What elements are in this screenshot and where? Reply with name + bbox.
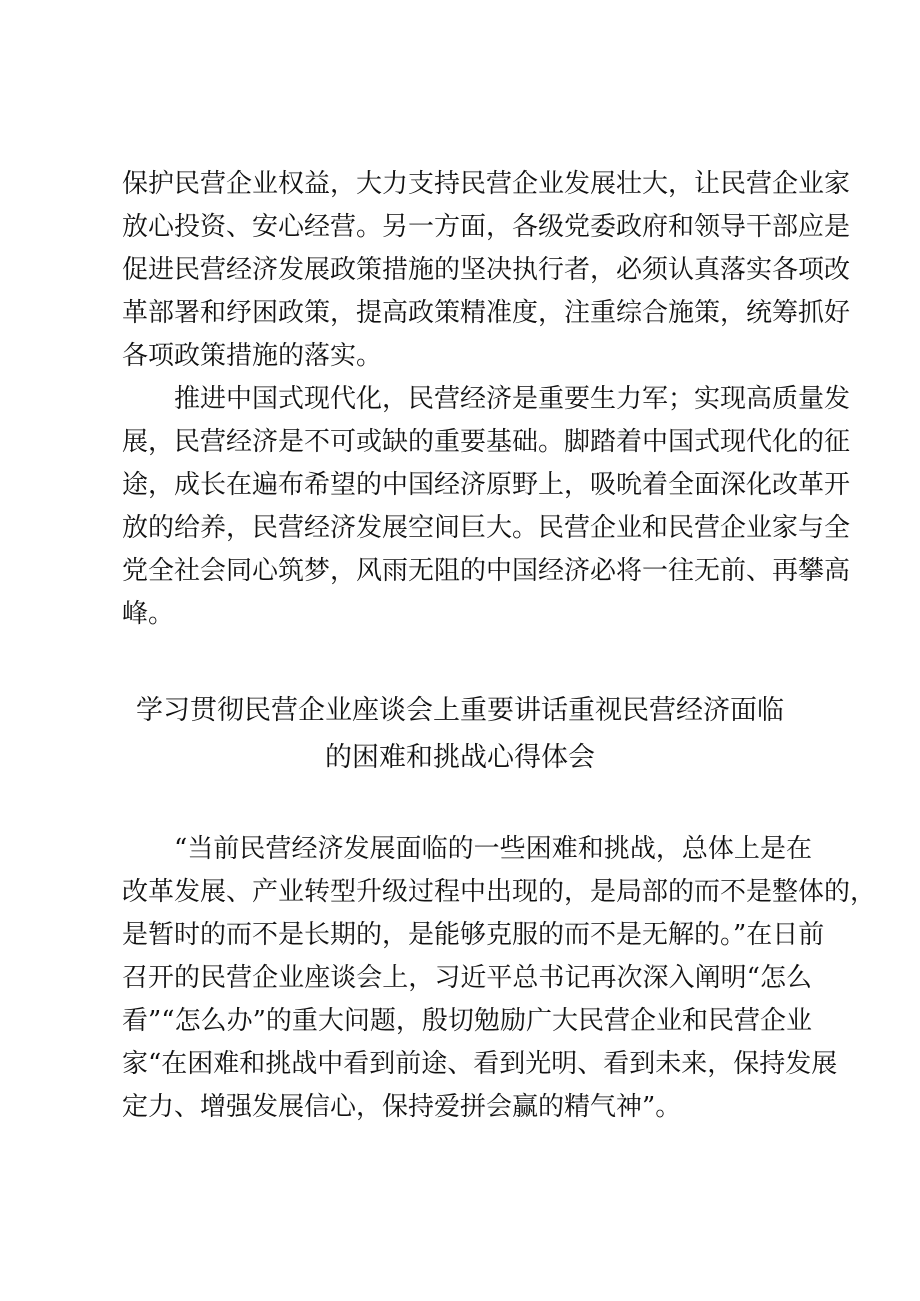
paragraph-3-line: “当前民营经济发展面临的一些困难和挑战，总体上是在 xyxy=(174,834,812,864)
paragraph-3-line: 看”“怎么办”的重大问题，殷切勉励广大民营企业和民营企业 xyxy=(122,1006,812,1036)
paragraph-1-line: 革部署和纾困政策，提高政策精准度，注重综合施策，统筹抓好 xyxy=(122,298,851,328)
paragraph-3-line: 是暂时的而不是长期的，是能够克服的而不是无解的。”在日前 xyxy=(122,920,825,950)
paragraph-2-line: 放的给养，民营经济发展空间巨大。民营企业和民营企业家与全 xyxy=(122,513,851,543)
paragraph-2-line: 途，成长在遍布希望的中国经济原野上，吸吮着全面深化改革开 xyxy=(122,470,851,500)
paragraph-3-line: 改革发展、产业转型升级过程中出现的，是局部的而不是整体的， xyxy=(122,877,877,907)
paragraph-1-line: 放心投资、安心经营。另一方面，各级党委政府和领导干部应是 xyxy=(122,212,851,242)
paragraph-1-line: 各项政策措施的落实。 xyxy=(122,341,383,371)
paragraph-2-line: 党全社会同心筑梦，风雨无阻的中国经济必将一往无前、再攀高 xyxy=(122,556,851,586)
article-title-line: 的困难和挑战心得体会 xyxy=(325,742,595,773)
paragraph-3-line: 定力、增强发展信心，保持爱拼会赢的精气神”。 xyxy=(122,1092,682,1122)
paragraph-3-line: 家“在困难和挑战中看到前途、看到光明、看到未来，保持发展 xyxy=(122,1049,838,1079)
paragraph-2-line: 展，民营经济是不可或缺的重要基础。脚踏着中国式现代化的征 xyxy=(122,427,851,457)
paragraph-2-line: 峰。 xyxy=(122,599,175,629)
paragraph-1-line: 保护民营企业权益，大力支持民营企业发展壮大，让民营企业家 xyxy=(122,169,851,199)
paragraph-3-line: 召开的民营企业座谈会上，习近平总书记再次深入阐明“怎么 xyxy=(122,963,812,993)
paragraph-2-line: 推进中国式现代化，民营经济是重要生力军；实现高质量发 xyxy=(174,384,851,414)
article-title-line: 学习贯彻民营企业座谈会上重要讲话重视民营经济面临 xyxy=(136,695,784,726)
paragraph-1-line: 促进民营经济发展政策措施的坚决执行者，必须认真落实各项改 xyxy=(122,255,851,285)
